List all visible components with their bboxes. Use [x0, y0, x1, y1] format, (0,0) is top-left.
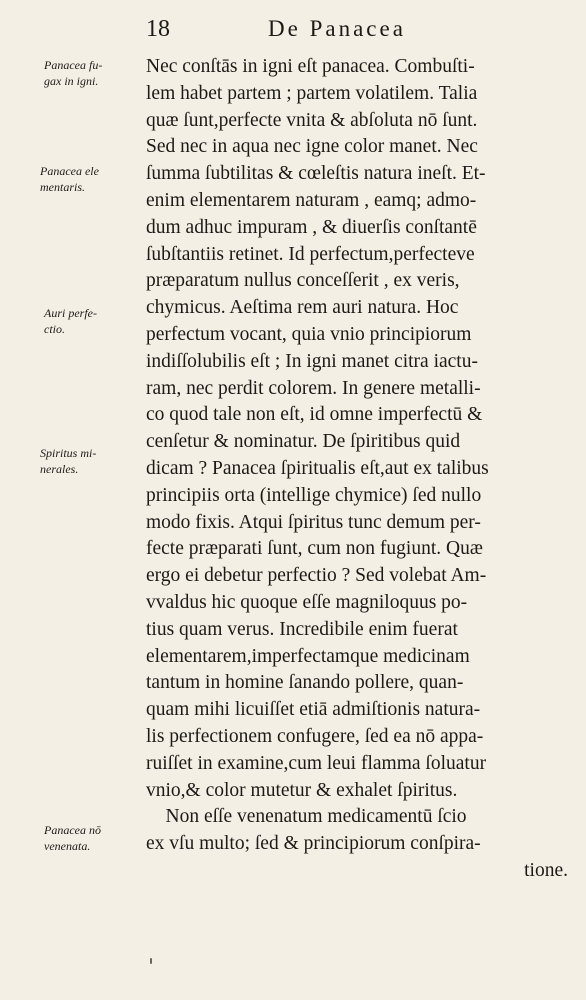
text-line: tantum in homine ſanando pollere, quan- — [146, 672, 464, 694]
margin-note-line: venenata. — [44, 839, 91, 853]
margin-note-line: ctio. — [44, 322, 65, 336]
margin-note-line: Spiritus mi- — [40, 446, 97, 460]
text-line: fecte præparati ſunt, cum non fugiunt. Quæ — [146, 538, 483, 560]
text-line: chymicus. Aeſtima rem auri natura. Hoc — [146, 297, 459, 319]
margin-note-line: nerales. — [40, 462, 79, 476]
text-line: ex vſu multo; ſed & principiorum conſpira- — [146, 833, 481, 855]
text-line: Nec conſtās in igni eſt panacea. Combuſti- — [146, 56, 475, 77]
text-line: ruiſſet in examine,cum leui flamma ſoluatur — [146, 752, 487, 774]
text-line: dicam ? Panacea ſpiritualis eſt,aut ex talibus — [146, 457, 489, 479]
text-line: vnio,& color mutetur & exhalet ſpiritus. — [146, 779, 458, 801]
paper-speck — [150, 958, 152, 964]
margin-note-line: Panacea nō — [44, 823, 101, 837]
margin-note-line: gax in igni. — [44, 74, 99, 88]
margin-note-line: Panacea ele — [40, 164, 99, 178]
text-line: principiis orta (intellige chymice) ſed nullo — [146, 484, 482, 506]
text-line: tius quam verus. Incredibile enim fuerat — [146, 618, 458, 640]
text-line: indiſſolubilis eſt ; In igni manet citra iactu- — [146, 350, 478, 372]
text-line: vvaldus hic quoque eſſe magniloquus po- — [146, 591, 468, 613]
text-line: ram, nec perdit colorem. In genere metalli- — [146, 377, 481, 399]
margin-note — [44, 57, 144, 89]
text-line-final: tione. — [524, 859, 568, 881]
text-line: ſumma ſubtilitas & cœleſtis natura ineſt. Et- — [146, 163, 486, 185]
text-line: lis perfectionem confugere, ſed ea nō appa- — [146, 725, 484, 747]
text-line: ſubſtantiis retinet. Id perfectum,perfecteve — [146, 243, 475, 265]
text-line: dum adhuc impuram , & diuerſis conſtantē — [146, 216, 477, 238]
margin-note — [40, 445, 140, 477]
text-line: perfectum vocant, quia vnio principiorum — [146, 323, 472, 345]
margin-note-line: Panacea fu- — [44, 58, 103, 72]
running-head: De Panacea — [268, 16, 406, 41]
text-line: quam mihi licuiſſet etiā admiſtionis natura- — [146, 699, 481, 721]
text-line: ergo ei debetur perfectio ? Sed volebat Am- — [146, 565, 487, 587]
text-line: Sed nec in aqua nec igne color manet. Nec — [146, 136, 478, 158]
text-line: lem habet partem ; partem volatilem. Talia — [146, 82, 478, 104]
margin-note — [44, 305, 144, 337]
margin-note-line: mentaris. — [40, 180, 85, 194]
text-line: enim elementarem naturam , eamq; admo- — [146, 189, 477, 211]
margin-note-line: Auri perfe- — [44, 306, 97, 320]
text-line: cenſetur & nominatur. De ſpiritibus quid — [146, 431, 461, 453]
text-line: præparatum nullus conceſſerit , ex veris, — [146, 270, 460, 292]
text-line: elementarem,imperfectamque medicinam — [146, 645, 470, 667]
text-line: quæ ſunt,perfecte vnita & abſoluta nō ſunt. — [146, 109, 478, 131]
margin-note — [40, 163, 140, 195]
main-text — [146, 54, 582, 885]
text-line: Non eſſe venenatum medicamentū ſcio — [146, 806, 467, 828]
page-number: 18 — [146, 16, 170, 42]
text-line: modo fixis. Atqui ſpiritus tunc demum per- — [146, 511, 481, 533]
text-line: co quod tale non eſt, id omne imperfectū & — [146, 404, 483, 426]
margin-notes — [0, 0, 142, 1000]
margin-note — [44, 822, 144, 854]
